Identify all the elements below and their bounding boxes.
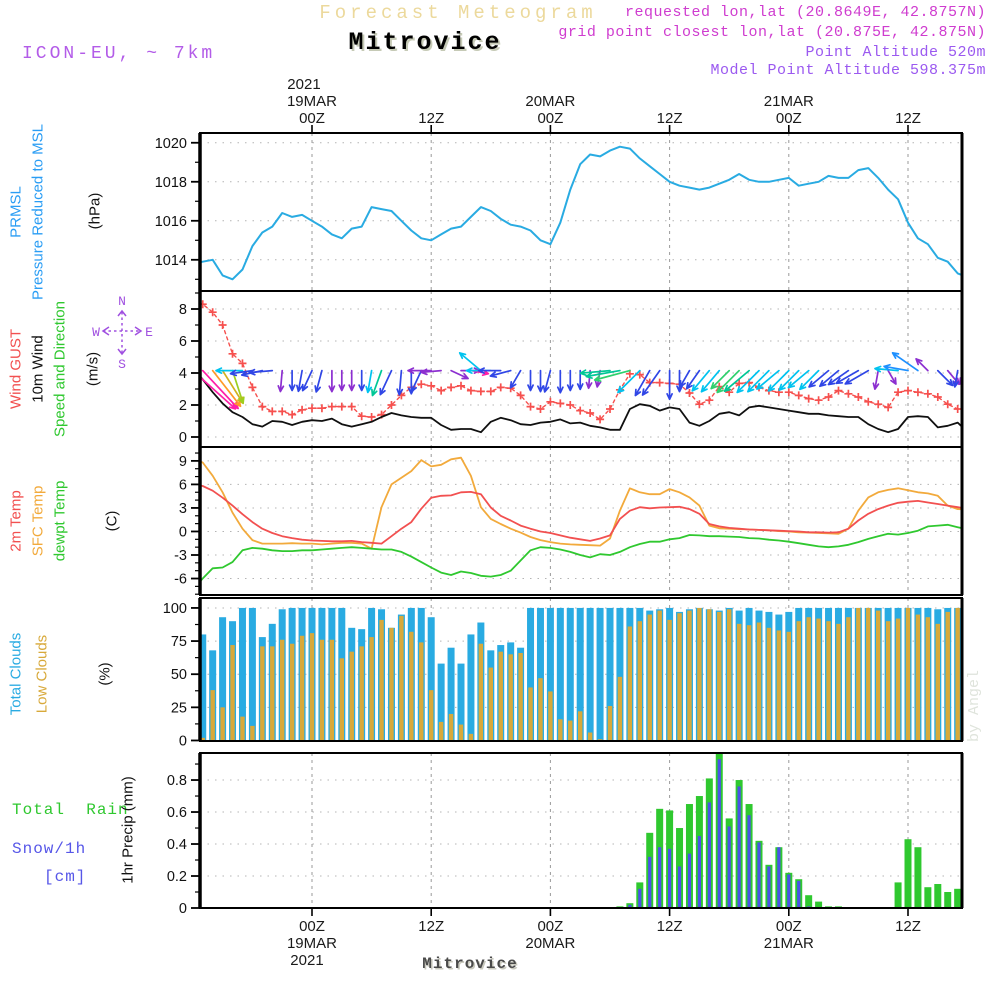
bar2-clouds bbox=[667, 620, 671, 741]
gust-marker bbox=[457, 382, 465, 390]
wind-arrow bbox=[490, 371, 510, 378]
bottom-day-label: 21MAR bbox=[763, 935, 814, 952]
wind-arrow bbox=[558, 371, 563, 393]
axis-label-1hr-precip-mm-: 1hr Precip (mm) bbox=[119, 776, 137, 884]
y-tick-label: 1016 bbox=[154, 213, 187, 230]
bottom-day-label: 20MAR bbox=[525, 935, 576, 952]
bar2-precip bbox=[787, 874, 790, 908]
bar2-precip bbox=[678, 866, 681, 908]
bar2-clouds bbox=[469, 734, 473, 741]
gust-marker bbox=[815, 396, 823, 404]
bar2-clouds bbox=[310, 633, 314, 740]
y-tick-label: 0 bbox=[178, 524, 187, 541]
y-tick-label: 6 bbox=[178, 334, 187, 350]
bar2-precip bbox=[797, 881, 800, 908]
compass-west-arrow bbox=[103, 327, 109, 335]
bottom-hour-label: 00Z bbox=[299, 918, 325, 935]
gust-marker bbox=[825, 393, 833, 401]
bar2-precip bbox=[757, 842, 760, 908]
bar-clouds bbox=[597, 608, 604, 741]
axis-label--c-: (C) bbox=[103, 510, 121, 532]
bar2-clouds bbox=[926, 617, 930, 740]
panel-content bbox=[189, 297, 972, 432]
point-altitude: Point Altitude 520m bbox=[805, 44, 986, 61]
bar2-clouds bbox=[757, 623, 761, 741]
wind-arrow bbox=[278, 371, 283, 392]
model-label: ICON-EU, ~ 7km bbox=[22, 44, 216, 64]
wind-arrow bbox=[788, 371, 808, 388]
top-day-label: 19MAR bbox=[286, 93, 338, 110]
bar2-clouds bbox=[697, 608, 701, 741]
gust-marker bbox=[834, 387, 842, 395]
bar2-precip bbox=[688, 854, 691, 908]
bar2-clouds bbox=[290, 644, 294, 741]
wind-arrow bbox=[667, 371, 672, 400]
wind-arrow bbox=[203, 371, 238, 409]
bar2-precip bbox=[658, 847, 661, 908]
wind-arrow bbox=[349, 371, 354, 391]
bar2-clouds bbox=[876, 611, 880, 741]
bar2-clouds bbox=[230, 645, 234, 740]
bar2-clouds bbox=[538, 678, 542, 740]
wind-arrow bbox=[888, 371, 896, 384]
bar2-clouds bbox=[240, 717, 244, 741]
bar-precip bbox=[924, 887, 931, 908]
bar2-clouds bbox=[618, 677, 622, 741]
wind-arrow bbox=[451, 371, 468, 379]
bar2-clouds bbox=[836, 624, 840, 741]
panel-content bbox=[200, 751, 971, 908]
y-tick-label: 3 bbox=[178, 500, 187, 517]
axis-label--hpa-: (hPa) bbox=[86, 192, 104, 230]
bar2-precip bbox=[648, 857, 651, 908]
bar2-clouds bbox=[638, 621, 642, 740]
bar-precip bbox=[904, 839, 911, 908]
gust-marker bbox=[914, 388, 922, 396]
compass-n-label: N bbox=[118, 294, 126, 309]
compass-s-label: S bbox=[118, 357, 126, 372]
bar2-clouds bbox=[777, 630, 781, 740]
bar-clouds bbox=[467, 634, 474, 740]
bar2-precip bbox=[718, 759, 721, 908]
y-tick-label: 100 bbox=[162, 600, 187, 617]
y-tick-label: 0 bbox=[178, 430, 187, 446]
gust-marker bbox=[328, 403, 336, 411]
series-prmsl bbox=[193, 147, 968, 280]
gust-marker bbox=[497, 383, 505, 391]
bottom-year-label: 2021 bbox=[290, 952, 324, 969]
gust-marker bbox=[894, 388, 902, 396]
gust-marker bbox=[556, 399, 564, 407]
wind-arrow bbox=[366, 371, 371, 393]
bar2-clouds bbox=[449, 714, 453, 741]
requested-coords: requested lon,lat (20.8649E, 42.8757N) bbox=[624, 4, 986, 21]
bar2-clouds bbox=[429, 690, 433, 740]
wind-arrow bbox=[479, 368, 501, 373]
gust-marker bbox=[874, 400, 882, 408]
gust-marker bbox=[954, 405, 962, 413]
bar2-clouds bbox=[320, 640, 324, 741]
gust-marker bbox=[308, 404, 316, 412]
bar2-clouds bbox=[588, 733, 592, 741]
gust-marker bbox=[854, 393, 862, 401]
bar2-clouds bbox=[479, 644, 483, 741]
axis-label-prmsl: PRMSL bbox=[7, 186, 25, 238]
y-tick-label: 1020 bbox=[154, 135, 187, 152]
top-hour-label: 00Z bbox=[537, 110, 564, 127]
wind-arrow bbox=[692, 371, 709, 391]
bar2-clouds bbox=[657, 611, 661, 741]
bar2-clouds bbox=[767, 628, 771, 741]
gust-marker bbox=[705, 396, 713, 404]
bar2-clouds bbox=[608, 706, 612, 740]
top-hour-label: 00Z bbox=[775, 110, 802, 127]
y-tick-label: 50 bbox=[170, 667, 187, 684]
axis-label-wind-gust: Wind GUST bbox=[7, 328, 25, 410]
bar2-precip bbox=[728, 826, 731, 908]
top-hour-label: 12Z bbox=[656, 110, 683, 127]
bar2-clouds bbox=[846, 617, 850, 740]
top-year-label: 2021 bbox=[287, 76, 321, 93]
panel-pressure bbox=[155, 125, 968, 291]
bar2-clouds bbox=[359, 646, 363, 740]
y-tick-label: 9 bbox=[178, 453, 187, 470]
gust-marker bbox=[258, 403, 266, 411]
gust-marker bbox=[417, 380, 425, 388]
bar2-clouds bbox=[856, 608, 860, 741]
gust-marker bbox=[467, 387, 475, 395]
bar-precip bbox=[934, 884, 941, 908]
total-rain-label: Total Rain bbox=[12, 801, 129, 819]
bar2-precip bbox=[777, 847, 780, 908]
gust-marker bbox=[487, 387, 495, 395]
bar2-clouds bbox=[737, 624, 741, 741]
bar2-clouds bbox=[379, 620, 383, 741]
panel-wind bbox=[179, 291, 972, 447]
bottom-hour-label: 12Z bbox=[895, 918, 921, 935]
y-tick-label: -3 bbox=[174, 548, 187, 564]
bar2-clouds bbox=[826, 621, 830, 740]
y-tick-label: 8 bbox=[178, 302, 187, 318]
bar2-clouds bbox=[628, 626, 632, 740]
bottom-hour-label: 00Z bbox=[775, 918, 802, 935]
y-tick-label: 0.2 bbox=[166, 869, 187, 886]
bar2-clouds bbox=[419, 642, 423, 740]
bar2-precip bbox=[698, 836, 701, 908]
bottom-day-label: 19MAR bbox=[286, 935, 338, 952]
bar2-clouds bbox=[191, 690, 195, 740]
bar2-clouds bbox=[280, 640, 284, 741]
bar-precip bbox=[805, 895, 812, 908]
bar2-clouds bbox=[916, 615, 920, 741]
bar2-clouds bbox=[648, 615, 652, 741]
gust-marker bbox=[924, 390, 932, 398]
gust-marker bbox=[964, 407, 972, 415]
gust-marker bbox=[437, 387, 445, 395]
gust-marker bbox=[477, 387, 485, 395]
panel-border bbox=[200, 133, 962, 291]
bar2-clouds bbox=[399, 616, 403, 741]
bar2-clouds bbox=[797, 621, 801, 740]
y-tick-label: 0 bbox=[178, 901, 187, 917]
panel-temperature bbox=[174, 447, 968, 595]
gust-marker bbox=[576, 407, 584, 415]
bar2-clouds bbox=[687, 611, 691, 741]
wind-arrow bbox=[297, 371, 302, 392]
gust-marker bbox=[278, 407, 286, 415]
panel-clouds bbox=[163, 598, 971, 749]
bar2-clouds bbox=[260, 646, 264, 740]
bar2-clouds bbox=[578, 711, 582, 740]
gust-marker bbox=[904, 387, 912, 395]
bar2-clouds bbox=[369, 637, 373, 740]
wind-arrow bbox=[315, 371, 322, 392]
top-hour-label: 12Z bbox=[895, 110, 921, 127]
bar2-clouds bbox=[340, 658, 344, 740]
model-altitude: Model Point Altitude 598.375m bbox=[710, 62, 986, 79]
bar2-precip bbox=[708, 802, 711, 908]
bar2-clouds bbox=[955, 608, 959, 741]
axis-label--: (%) bbox=[96, 662, 114, 686]
bar2-clouds bbox=[270, 646, 274, 740]
grid-point-coords: grid point closest lon,lat (20.875E, 42.875N) bbox=[558, 24, 986, 41]
bar-precip bbox=[944, 892, 951, 908]
wind-arrow bbox=[290, 371, 295, 391]
bar2-precip bbox=[668, 849, 671, 908]
wind-arrow bbox=[916, 359, 928, 371]
gust-marker bbox=[844, 390, 852, 398]
axis-label-2m-temp: 2m Temp bbox=[7, 490, 25, 552]
bar2-clouds bbox=[518, 653, 522, 740]
bar2-clouds bbox=[707, 609, 711, 740]
axis-label-speed-and-direction: Speed and Direction bbox=[51, 301, 69, 437]
footer-station: Mitrovice bbox=[422, 955, 518, 973]
bar2-clouds bbox=[717, 612, 721, 741]
station-title: Mitrovice bbox=[348, 28, 502, 57]
bottom-hour-label: 12Z bbox=[656, 918, 683, 935]
bar2-clouds bbox=[528, 687, 532, 740]
bar2-clouds bbox=[439, 722, 443, 741]
bar2-clouds bbox=[906, 608, 910, 741]
bar-clouds bbox=[587, 608, 594, 741]
bottom-hour-label: 00Z bbox=[537, 918, 564, 935]
gust-marker bbox=[427, 382, 435, 390]
wind-arrow bbox=[538, 371, 543, 392]
y-tick-label: 0.6 bbox=[166, 805, 187, 822]
gust-marker bbox=[656, 379, 664, 387]
top-hour-label: 00Z bbox=[299, 110, 325, 127]
snow-label: Snow/1h bbox=[12, 840, 87, 858]
y-tick-label: 75 bbox=[170, 634, 187, 651]
axis-label-dewpt-temp: dewpt Temp bbox=[51, 480, 69, 562]
axis-label-low-clouds: Low Clouds bbox=[33, 634, 51, 714]
gust-marker bbox=[795, 391, 803, 399]
gust-marker bbox=[288, 411, 296, 419]
bar-precip bbox=[914, 847, 921, 908]
compass-e-label: E bbox=[145, 325, 153, 340]
y-tick-label: 0.8 bbox=[166, 773, 187, 790]
wind-arrow bbox=[397, 371, 402, 395]
y-tick-label: 2 bbox=[178, 398, 187, 414]
bar2-clouds bbox=[499, 652, 503, 741]
series-wind-gust bbox=[193, 301, 968, 419]
panel-border bbox=[200, 753, 962, 908]
bottom-hour-label: 12Z bbox=[418, 918, 445, 935]
panel-precip bbox=[167, 751, 971, 917]
bar2-precip bbox=[767, 866, 770, 908]
wind-arrow bbox=[329, 371, 334, 392]
series-sfc-temp bbox=[193, 458, 968, 549]
gust-marker bbox=[248, 383, 256, 391]
bar2-clouds bbox=[896, 619, 900, 741]
bar2-clouds bbox=[747, 625, 751, 740]
panel-content bbox=[193, 147, 968, 280]
bar2-clouds bbox=[330, 640, 334, 741]
wind-arrow bbox=[359, 371, 364, 391]
bar2-clouds bbox=[806, 617, 810, 740]
y-tick-label: 1018 bbox=[154, 174, 187, 191]
wind-arrow bbox=[544, 371, 551, 392]
gust-marker bbox=[566, 401, 574, 409]
gust-marker bbox=[298, 406, 306, 414]
gust-marker bbox=[338, 403, 346, 411]
gust-marker bbox=[268, 407, 276, 415]
bar2-clouds bbox=[210, 690, 214, 740]
bar2-clouds bbox=[489, 668, 493, 741]
y-tick-label: 6 bbox=[178, 477, 187, 494]
bar2-clouds bbox=[300, 636, 304, 741]
series-dewpt-temp bbox=[193, 525, 968, 590]
wind-arrow bbox=[380, 371, 391, 395]
y-tick-label: -6 bbox=[174, 571, 187, 588]
wind-arrow bbox=[568, 371, 573, 391]
axis-label-sfc-temp: SFC Temp bbox=[29, 485, 47, 557]
axis-label--m-s-: (m/s) bbox=[84, 351, 102, 387]
bar2-clouds bbox=[409, 632, 413, 741]
gust-marker bbox=[318, 404, 326, 412]
gust-marker bbox=[785, 388, 793, 396]
bar2-clouds bbox=[787, 632, 791, 741]
gust-marker bbox=[805, 395, 813, 403]
panel-border bbox=[200, 447, 962, 595]
y-tick-label: 4 bbox=[178, 366, 187, 382]
panel-content bbox=[193, 458, 968, 590]
axis-label-total-clouds: Total Clouds bbox=[7, 632, 25, 716]
y-tick-label: 0 bbox=[178, 733, 187, 750]
bar2-clouds bbox=[677, 613, 681, 740]
bar-precip bbox=[964, 876, 971, 908]
bar2-precip bbox=[638, 889, 641, 908]
credit-label: by Angel bbox=[966, 669, 983, 742]
bar2-clouds bbox=[936, 624, 940, 741]
wind-arrow bbox=[769, 371, 789, 391]
bar-precip bbox=[895, 882, 902, 908]
top-day-label: 20MAR bbox=[525, 93, 576, 110]
gust-marker bbox=[189, 297, 197, 305]
bar2-clouds bbox=[508, 654, 512, 740]
gust-marker bbox=[447, 383, 455, 391]
series-2m-temp bbox=[193, 484, 968, 543]
axis-label-pressure-reduced-to-msl: Pressure Reduced to MSL bbox=[29, 124, 47, 300]
bar2-clouds bbox=[816, 619, 820, 741]
bar2-clouds bbox=[389, 628, 393, 741]
snow-unit-label: [cm] bbox=[44, 868, 87, 886]
bar2-clouds bbox=[220, 707, 224, 740]
bar2-clouds bbox=[350, 652, 354, 741]
bar2-clouds bbox=[558, 719, 562, 740]
bar2-precip bbox=[738, 786, 741, 908]
bar2-clouds bbox=[866, 608, 870, 741]
y-tick-label: 1014 bbox=[154, 252, 187, 269]
gust-marker bbox=[586, 409, 594, 417]
y-tick-label: 0.4 bbox=[166, 837, 187, 854]
page-title: Forecast Meteogram bbox=[319, 2, 597, 24]
bar-clouds bbox=[249, 608, 256, 741]
wind-arrow bbox=[303, 371, 312, 391]
top-day-label: 21MAR bbox=[763, 93, 814, 110]
wind-arrow bbox=[845, 371, 868, 384]
bar2-clouds bbox=[548, 691, 552, 740]
bar2-clouds bbox=[459, 725, 463, 741]
bar2-clouds bbox=[727, 609, 731, 740]
bar2-clouds bbox=[946, 612, 950, 741]
bar2-clouds bbox=[250, 726, 254, 741]
bar2-clouds bbox=[568, 721, 572, 741]
wind-arrow bbox=[528, 371, 533, 391]
gust-marker bbox=[864, 398, 872, 406]
bar2-clouds bbox=[886, 621, 890, 740]
compass-w-label: W bbox=[92, 325, 100, 340]
y-tick-label: 25 bbox=[170, 700, 187, 717]
bar-precip bbox=[954, 889, 961, 908]
bar2-precip bbox=[747, 815, 750, 908]
axis-label-10m-wind: 10m Wind bbox=[29, 335, 47, 403]
top-hour-label: 12Z bbox=[418, 110, 445, 127]
wind-arrow bbox=[339, 371, 344, 391]
